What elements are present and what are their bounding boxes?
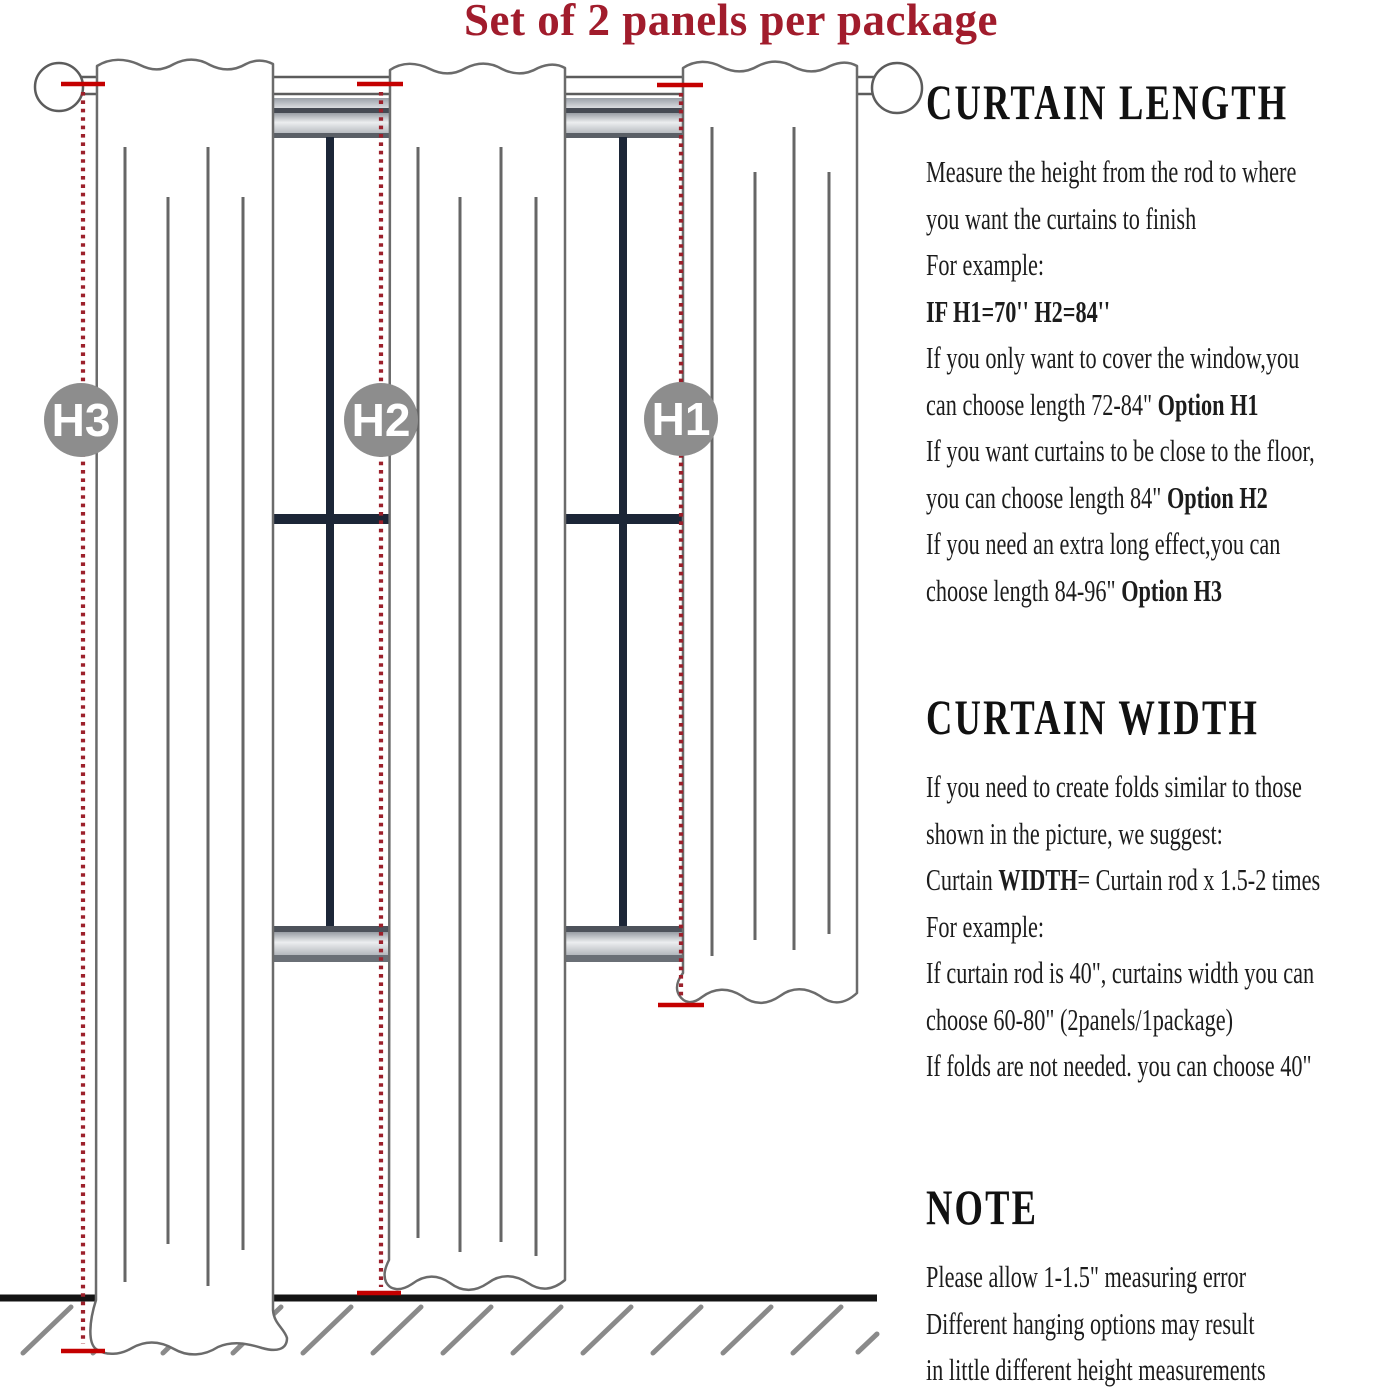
h3-option-badge [44, 383, 118, 457]
h1-option-badge [644, 382, 718, 456]
text-line: Curtain WIDTH= Curtain rod x 1.5-2 times [926, 863, 1321, 897]
text-line: choose 60-80" (2panels/1package) [926, 1002, 1234, 1037]
text-line: If you want curtains to be close to the floor, [926, 434, 1315, 468]
text-line: you can choose length 84" Option H2 [926, 480, 1268, 515]
section-curtain-length [926, 74, 1399, 614]
section-heading: NOTE [926, 1179, 1039, 1235]
curtain-panel-middle [385, 64, 565, 1290]
rod-finial-left [35, 63, 83, 111]
section-note [926, 1179, 1399, 1394]
text-line: can choose length 72-84" Option H1 [926, 387, 1259, 422]
text-line: For example: [926, 909, 1045, 944]
text-line: If folds are not needed. you can choose 40" [926, 1049, 1312, 1083]
section-body [926, 149, 1399, 614]
text-line: If you need an extra long effect,you can [926, 527, 1281, 561]
text-line: choose length 84-96" Option H3 [926, 573, 1223, 608]
h2-option-badge [344, 383, 418, 457]
rod-finial-right [872, 63, 922, 113]
text-line: Different hanging options may result [926, 1306, 1255, 1341]
instructions-column [926, 0, 1399, 1387]
text-line: If you only want to cover the window,you [926, 341, 1300, 375]
curtain-panel-left [90, 60, 287, 1355]
text-line: in little different height measurements [926, 1353, 1266, 1387]
window-mullion-right [619, 137, 627, 926]
text-line: Measure the height from the rod to where [926, 155, 1297, 189]
section-heading: CURTAIN WIDTH [926, 689, 1260, 745]
text-line: shown in the picture, we suggest: [926, 816, 1223, 851]
text-line: you want the curtains to finish [926, 201, 1197, 236]
h1-label: H1 [651, 393, 711, 445]
window-mullion-left [326, 137, 334, 926]
section-body [926, 1254, 1399, 1394]
text-line: Please allow 1-1.5" measuring error [926, 1260, 1247, 1294]
page-title: Set of 2 panels per package [464, 0, 998, 45]
text-line: If you need to create folds similar to those [926, 770, 1302, 804]
text-line: If curtain rod is 40", curtains width you can [926, 956, 1315, 990]
curtain-panel-right [677, 62, 857, 1003]
section-body [926, 764, 1399, 1090]
text-line: IF H1=70'' H2=84'' [926, 294, 1111, 329]
h3-label: H3 [51, 394, 111, 446]
h2-label: H2 [351, 394, 411, 446]
section-curtain-width [926, 689, 1399, 1090]
text-line: For example: [926, 248, 1045, 282]
section-heading: CURTAIN LENGTH [926, 74, 1289, 130]
